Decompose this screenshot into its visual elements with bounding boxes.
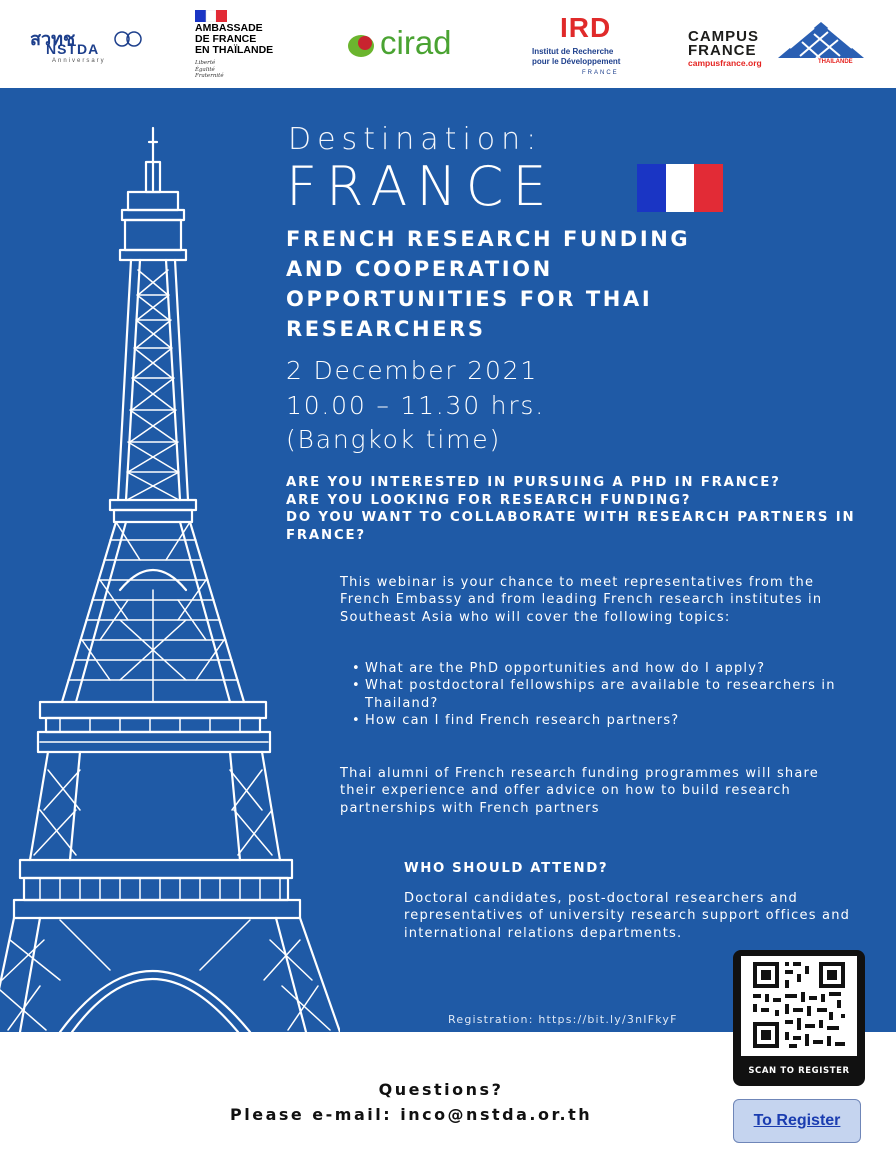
contact-email[interactable]: Please e-mail: inco@nstda.or.th <box>230 1105 593 1124</box>
embassy-logo <box>195 10 305 82</box>
french-flag-icon <box>637 164 723 212</box>
who-should-attend-text: Doctoral candidates, post-doctoral researchers and representatives of university research support offices and international relations departments. <box>404 891 851 941</box>
nstda-thai-text: สวทช <box>30 29 76 49</box>
campus-line1: CAMPUS <box>688 28 760 45</box>
nstda-name: NSTDA <box>46 41 100 57</box>
embassy-line1: AMBASSADE <box>195 22 263 34</box>
registration-link[interactable]: Registration: https://bit.ly/3nIFkyF <box>448 1013 678 1026</box>
subtitle-line: OPPORTUNITIES FOR THAI <box>286 287 653 311</box>
event-time: 10.00 – 11.30 hrs. <box>286 391 545 420</box>
campus-diamond-icon <box>776 20 866 60</box>
event-date: 2 December 2021 <box>286 356 539 385</box>
scan-to-register-label: SCAN TO REGISTER <box>748 1066 850 1076</box>
motto-fraternite: Fraternité <box>195 73 224 79</box>
register-button-label: To Register <box>753 1112 841 1129</box>
france-heading: FRANCE <box>286 155 556 218</box>
motto-liberte: Liberté <box>195 60 216 66</box>
nstda-tag: Anniversary <box>52 58 106 64</box>
qr-code-icon[interactable] <box>741 956 857 1056</box>
nstda-emblem-icon <box>112 26 142 48</box>
ird-line1: Institut de Recherche <box>532 47 614 56</box>
qr-code-pattern <box>741 956 857 1056</box>
subtitle-line: FRENCH RESEARCH FUNDING <box>286 227 691 251</box>
questions-heading: Questions? <box>378 1080 504 1099</box>
motto-egalite: Égalité <box>195 66 215 73</box>
topic-item: • What postdoctoral fellowships are available to researchers in Thailand? <box>350 677 850 712</box>
embassy-line3: EN THAÏLANDE <box>195 44 274 56</box>
ird-name: IRD <box>560 12 612 43</box>
topic-item: • What are the PhD opportunities and how do I apply? <box>350 660 850 677</box>
embassy-motto <box>195 60 224 80</box>
cirad-logo <box>346 24 491 68</box>
destination-heading: Destination: <box>288 122 543 157</box>
embassy-line2: DE FRANCE <box>195 33 257 45</box>
alumni-text: Thai alumni of French research funding programmes will share their experience and offer advice on how to build research partnerships with French partners <box>340 766 819 816</box>
subtitle-line: AND COOPERATION <box>286 257 553 281</box>
question-item: ARE YOU INTERESTED IN PURSUING A PHD IN FRANCE? <box>286 475 781 490</box>
header-logos <box>0 0 896 88</box>
webinar-intro: This webinar is your chance to meet representatives from the French Embassy and from leading French research institutes in Southeast Asia who will cover the following topics: <box>340 575 823 625</box>
cirad-leaf-icon <box>346 30 376 60</box>
flag-red-band <box>694 164 723 212</box>
nstda-logo <box>30 24 140 72</box>
topic-item: • How can I find French research partners? <box>350 712 850 729</box>
ird-line2: pour le Développement <box>532 57 621 66</box>
event-subtitle <box>286 224 806 344</box>
question-item: DO YOU WANT TO COLLABORATE WITH RESEARCH PARTNERS IN FRANCE? <box>286 510 856 543</box>
ird-line3: FRANCE <box>582 70 619 76</box>
flag-blue-band <box>637 164 666 212</box>
campus-url: campusfrance.org <box>688 58 762 68</box>
campus-country: THAÏLANDE <box>818 59 853 65</box>
campus-line2: FRANCE <box>688 42 757 59</box>
flag-white-band <box>666 164 695 212</box>
campus-france-logo <box>688 18 868 74</box>
question-item: ARE YOU LOOKING FOR RESEARCH FUNDING? <box>286 492 692 508</box>
marianne-flag-icon <box>195 10 227 22</box>
who-should-attend-heading: WHO SHOULD ATTEND? <box>404 861 609 876</box>
cirad-name: cirad <box>380 24 452 61</box>
event-timezone: (Bangkok time) <box>286 425 502 454</box>
ird-logo <box>530 14 640 82</box>
subtitle-line: RESEARCHERS <box>286 317 486 341</box>
topic-list <box>350 660 850 729</box>
question-list <box>286 474 866 544</box>
register-button[interactable] <box>733 1099 861 1143</box>
